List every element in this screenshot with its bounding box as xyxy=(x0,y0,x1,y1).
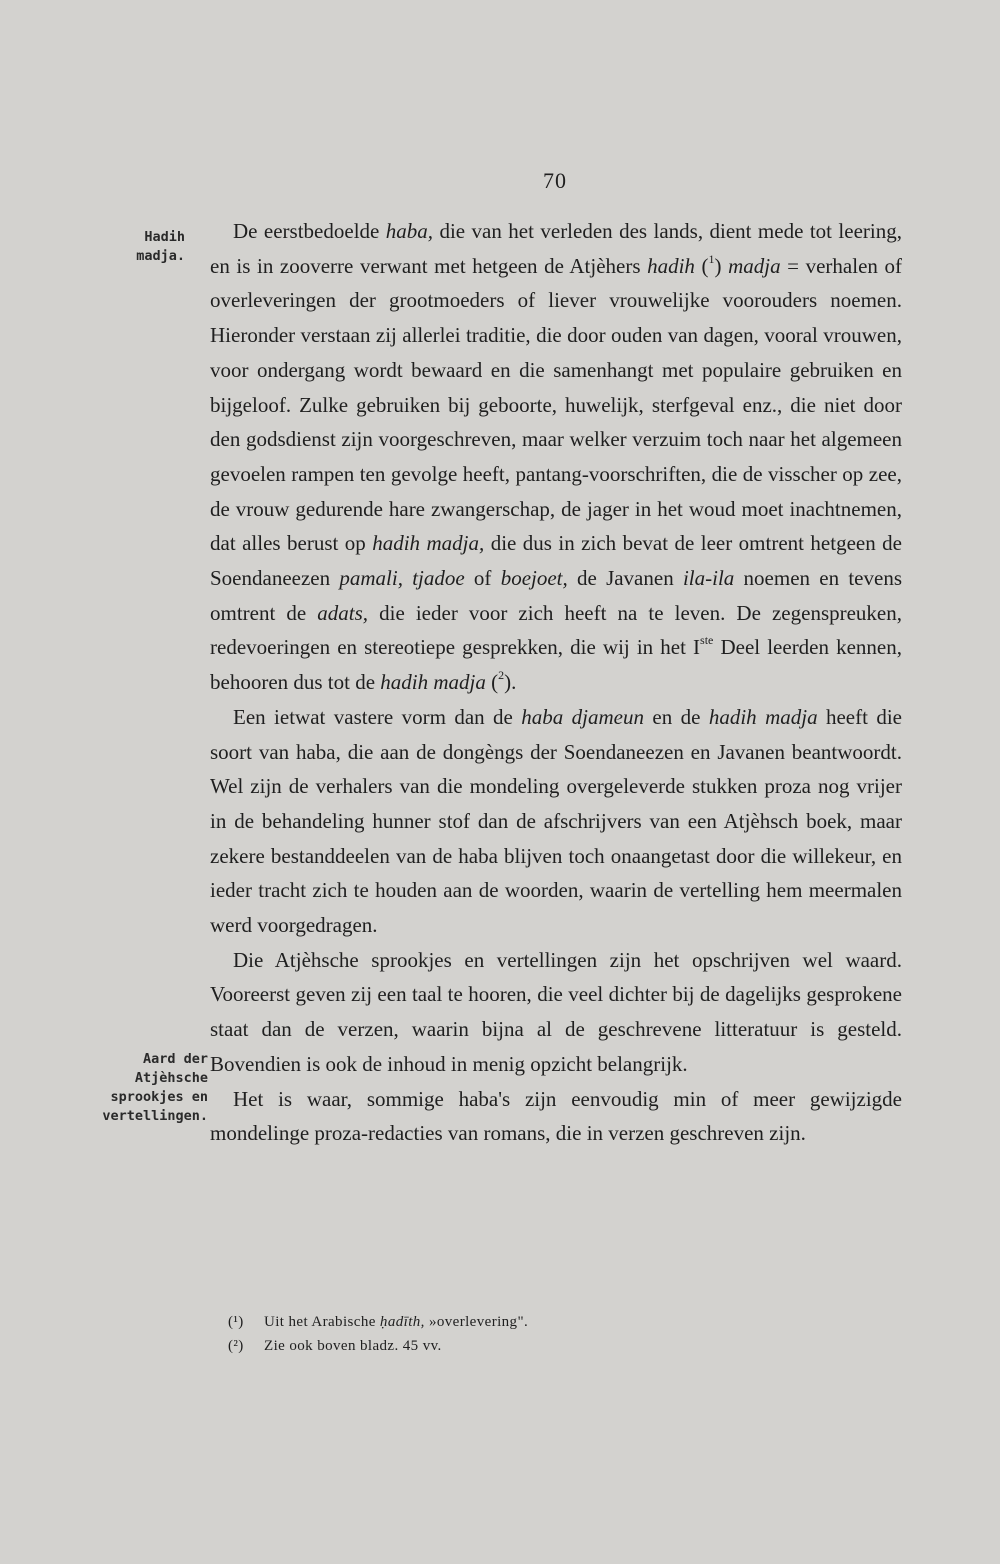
margin-note-line: Atjèhsche xyxy=(134,1070,208,1086)
margin-note-line: sprookjes en xyxy=(110,1089,208,1105)
footnote-1: (¹) Uit het Arabische ḥadīth, »overlevering". xyxy=(228,1314,529,1330)
footnote-ref-2: 2 xyxy=(498,668,505,683)
footnotes xyxy=(228,1310,908,1358)
footnote-2: (²) Zie ook boven bladz. 45 vv. xyxy=(228,1338,442,1354)
paragraph-1: De eerstbedoelde haba, die van het verleden des lands, dient mede tot leering, en is in zooverre verwant met hetgeen de Atjèhers hadih ($^1$) madja = verhalen of overleveringen der grootmoeders of liever vrouwelijke voorouders noemen. Hieronder verstaan zij allerlei traditie, die door ouden van dagen, vooral vrouwen, voor ondergang wordt bewaard en die samenhangt met populaire gebruiken en bijgeloof. Zulke gebruiken bij geboorte, huwelijk, sterfgeval enz., die niet door den godsdienst zijn voorgeschreven, maar welker verzuim toch naar het algemeen gevoelen rampen ten gevolge heeft, pantang-voorschriften, die de visscher op zee, de vrouw gedurende hare zwangerschap, de jager in het woud moet inachtnemen, dat alles berust op hadih madja, die dus in zich bevat de leer omtrent hetgeen de Soendaneezen pamali, tjadoe of boejoet, de Javanen ila-ila noemen en tevens omtrent de adats, die ieder voor zich heeft na te leven. De zegenspreuken, redevoeringen en stereotiepe gesprekken, die wij in het Iste Deel leerden kennen, behooren dus tot de hadih madja ($^2$). xyxy=(210,219,902,695)
margin-note-hadih-madja xyxy=(136,228,185,266)
page-number: 70 xyxy=(543,168,567,193)
paragraph-2: Een ietwat vastere vorm dan de haba djameun en de hadih madja heeft die soort van haba, die aan de dongèngs der Soendaneezen en Javanen beantwoordt. Wel zijn de verhalers van die mondeling overgeleverde stukken proza nog vrijer in de behandeling hunner stof dan de afschrijvers van een Atjèhsch boek, maar zekere bestanddeelen van de haba blijven toch onaangetast door die willekeur, en ieder tracht zich te houden aan de woorden, waarin de vertelling hem meermalen werd voorgedragen. xyxy=(210,704,902,938)
paragraph-4: Het is waar, sommige haba's zijn eenvoudig min of meer gewijzigde mondelinge proza-redacties van romans, die in verzen geschreven zijn. xyxy=(210,1086,902,1146)
margin-note-aard-der-sprookjes xyxy=(102,1050,208,1126)
paragraph-3: Die Atjèhsche sprookjes en vertellingen zijn het opschrijven wel waard. Vooreerst geven zij een taal te hooren, die veel dichter bij de dagelijks gesprokene staat dan de verzen, waarin bijna al de geschrevene litteratuur is gesteld. Bovendien is ook de inhoud in menig opzicht belangrijk. xyxy=(210,947,902,1076)
body-text xyxy=(210,214,902,1151)
margin-note-line: Aard der xyxy=(142,1051,208,1067)
margin-note-line: Hadih xyxy=(144,229,185,245)
footnote-ref-1: 1 xyxy=(708,251,715,266)
margin-note-line: vertellingen. xyxy=(102,1108,208,1124)
margin-note-line: madja. xyxy=(136,248,185,264)
